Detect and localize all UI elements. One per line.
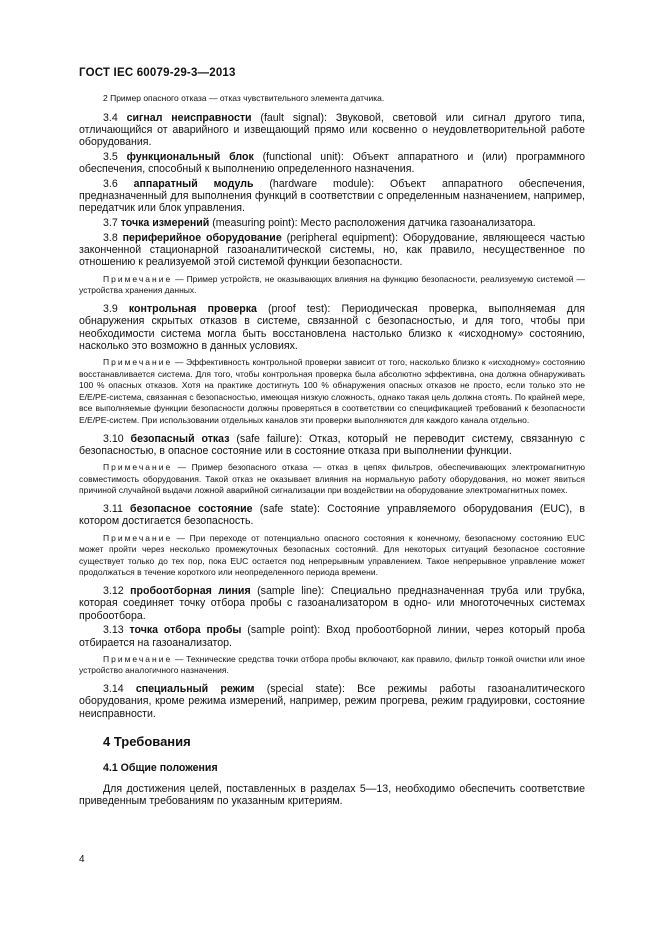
note-label: Примечание <box>103 532 173 543</box>
term: функциональный блок <box>126 150 254 163</box>
term: пробоотборная линия <box>130 585 251 597</box>
note-3-8 <box>79 274 585 297</box>
term: безопасное состояние <box>130 503 253 516</box>
clause-number: 3.12 <box>103 585 124 597</box>
term: периферийное оборудование <box>122 231 282 244</box>
term: сигнал неисправности <box>126 111 252 124</box>
definition-3-14 <box>79 683 585 720</box>
clause-number: 3.5 <box>103 150 118 163</box>
definition-text: (proof test): Периодическая проверка, выполняемая для обнаружения скрытых отказов в системе, связанной с безопасностью, и для того, чтобы при необходимости система могла быть восстановлена настолько близко к «исходному» состоянию, насколько это возможно в данных условиях. <box>79 302 585 352</box>
clause-number: 3.4 <box>103 111 118 124</box>
definition-3-10 <box>79 433 585 458</box>
note-3-10 <box>79 462 585 497</box>
definition-3-8 <box>79 232 585 269</box>
definition-3-9 <box>79 303 585 352</box>
definition-3-12 <box>79 585 585 622</box>
note-text: — Технические средства точки отбора пробы включают, как правило, фильтр тонкой очистки или иное устройство аналогичного назначения. <box>79 653 585 676</box>
definition-text: (sample point): Вход пробоотборной линии, через который проба отбирается на газоанализатор. <box>79 624 585 649</box>
note-label: Примечание <box>103 273 173 284</box>
section-heading-4: 4 Требования <box>103 733 191 749</box>
term: точка отбора пробы <box>129 624 242 637</box>
clause-number: 3.13 <box>103 624 124 637</box>
definition-text: (sample line): Специально предназначенная труба или трубка, которая соединяет точку отбора пробы с газоанализатором в одно- или многоточечных системах пробоотбора. <box>79 585 585 622</box>
clause-number: 3.9 <box>103 302 118 315</box>
clause-number: 3.14 <box>103 683 124 696</box>
paragraph-4-1: Для достижения целей, поставленных в разделах 5—13, необходимо обеспечить соответствие приведенным требованиям по указанным критериям. <box>79 782 585 808</box>
term: контрольная проверка <box>128 302 257 315</box>
definition-text: (special state): Все режимы работы газоаналитического оборудования, кроме режима измерений, например, режим прогрева, режим градуировки, состояние неисправности. <box>79 683 586 720</box>
definition-3-11 <box>79 503 585 528</box>
clause-number: 3.6 <box>103 177 118 190</box>
definition-text: (peripheral equipment): Оборудование, являющееся частью законченной стационарной газоаналитической системы, но, как правило, несущественное по отношению к реализуемой этой системой функции безопасности. <box>79 231 585 269</box>
term: аппаратный модуль <box>133 177 254 190</box>
note-label: Примечание <box>103 462 173 473</box>
note-text: — При переходе от потенциально опасного состояния к конечному, безопасному состоянию EUC может пройти через несколько промежуточных безопасных состояний. Для некоторых ситуаций безопасное состояние существует только до тех пор, пока EUC остается под непрерывным управлением. Такое непрерывное управление может продолжаться в течение короткого или неопределенного периода времени. <box>79 532 585 578</box>
note-text: — Пример безопасного отказа — отказ в цепях фильтров, обеспечивающих электромагнитную совместимость оборудования. Такой отказ не оказывает влияния на нормальную работу оборудования, но может явиться причиной случайной выдачи ложной аварийной сигнализации при воздействии на оборудование электромагнитных помех. <box>79 462 585 496</box>
note-3-9 <box>79 357 585 427</box>
definition-text: (hardware module): Объект аппаратного обеспечения, предназначенный для выполнения функций в соответствии с определенным назначением, например, передатчик или блок управления. <box>79 177 585 215</box>
note-label: Примечание <box>103 653 173 664</box>
note-3-11 <box>79 533 585 579</box>
definition-3-13 <box>79 624 585 649</box>
definition-3-4 <box>79 112 585 149</box>
subsection-heading-4-1: 4.1 Общие положения <box>103 761 218 774</box>
note-3-13 <box>79 654 585 677</box>
document-body <box>79 93 585 810</box>
definition-text: (measuring point): Место расположения датчика газоанализатора. <box>209 217 536 230</box>
definition-text: (fault signal): Звуковой, световой или сигнал другого типа, отличающийся от аварийного и извещающий прямо или косвенно о неудовлетворительной работе оборудования. <box>79 111 585 149</box>
clause-number: 3.8 <box>103 231 118 244</box>
note-2: 2 Пример опасного отказа — отказ чувствительного элемента датчика. <box>103 93 385 103</box>
term: безопасный отказ <box>130 432 230 445</box>
clause-number: 3.7 <box>103 217 118 230</box>
note-text: — Эффективность контрольной проверки зависит от того, насколько близко к «исходному» состоянию восстанавливается система. Для того, чтобы контрольная проверка была абсолютно эффективна, она должна обнаруживать 100 % опасных отказов. Хотя на практике достигнуть 100 % обнаружения опасных отказов не просто, если только это не E/E/PE-система, связанная с безопасностью, имеющая низкую сложность, однако такая цель должна стоять. По крайней мере, все выполняемые функции безопасности должны проверяться в соответствии со спецификацией требований к безопасности E/E/PE-систем. При использовании отдельных каналов эти проверки выполняются для каждого канала отдельно. <box>79 357 585 426</box>
definition-3-7 <box>79 217 585 229</box>
definition-text: (safe failure): Отказ, который не переводит систему, связанную с безопасностью, в опасное состояние или в состояние отказа при выполнении функции. <box>79 432 585 457</box>
definition-text: (safe state): Состояние управляемого оборудования (EUC), в котором достигается безопасность. <box>79 503 586 528</box>
definition-3-5 <box>79 151 585 176</box>
definition-3-6 <box>79 178 585 215</box>
clause-number: 3.10 <box>103 432 124 445</box>
clause-number: 3.11 <box>103 503 123 516</box>
note-label: Примечание <box>103 357 173 368</box>
page-number: 4 <box>79 854 85 865</box>
term: точка измерений <box>120 217 210 230</box>
page-header: ГОСТ IEC 60079-29-3—2013 <box>79 67 236 79</box>
definition-text: (functional unit): Объект аппаратного и (или) программного обеспечения, способный к выполнению определенного назначения. <box>79 150 585 176</box>
term: специальный режим <box>135 683 255 696</box>
note-text: — Пример устройств, не оказывающих влияния на функцию безопасности, реализуемую системой — устройства хранения данных. <box>79 273 585 296</box>
